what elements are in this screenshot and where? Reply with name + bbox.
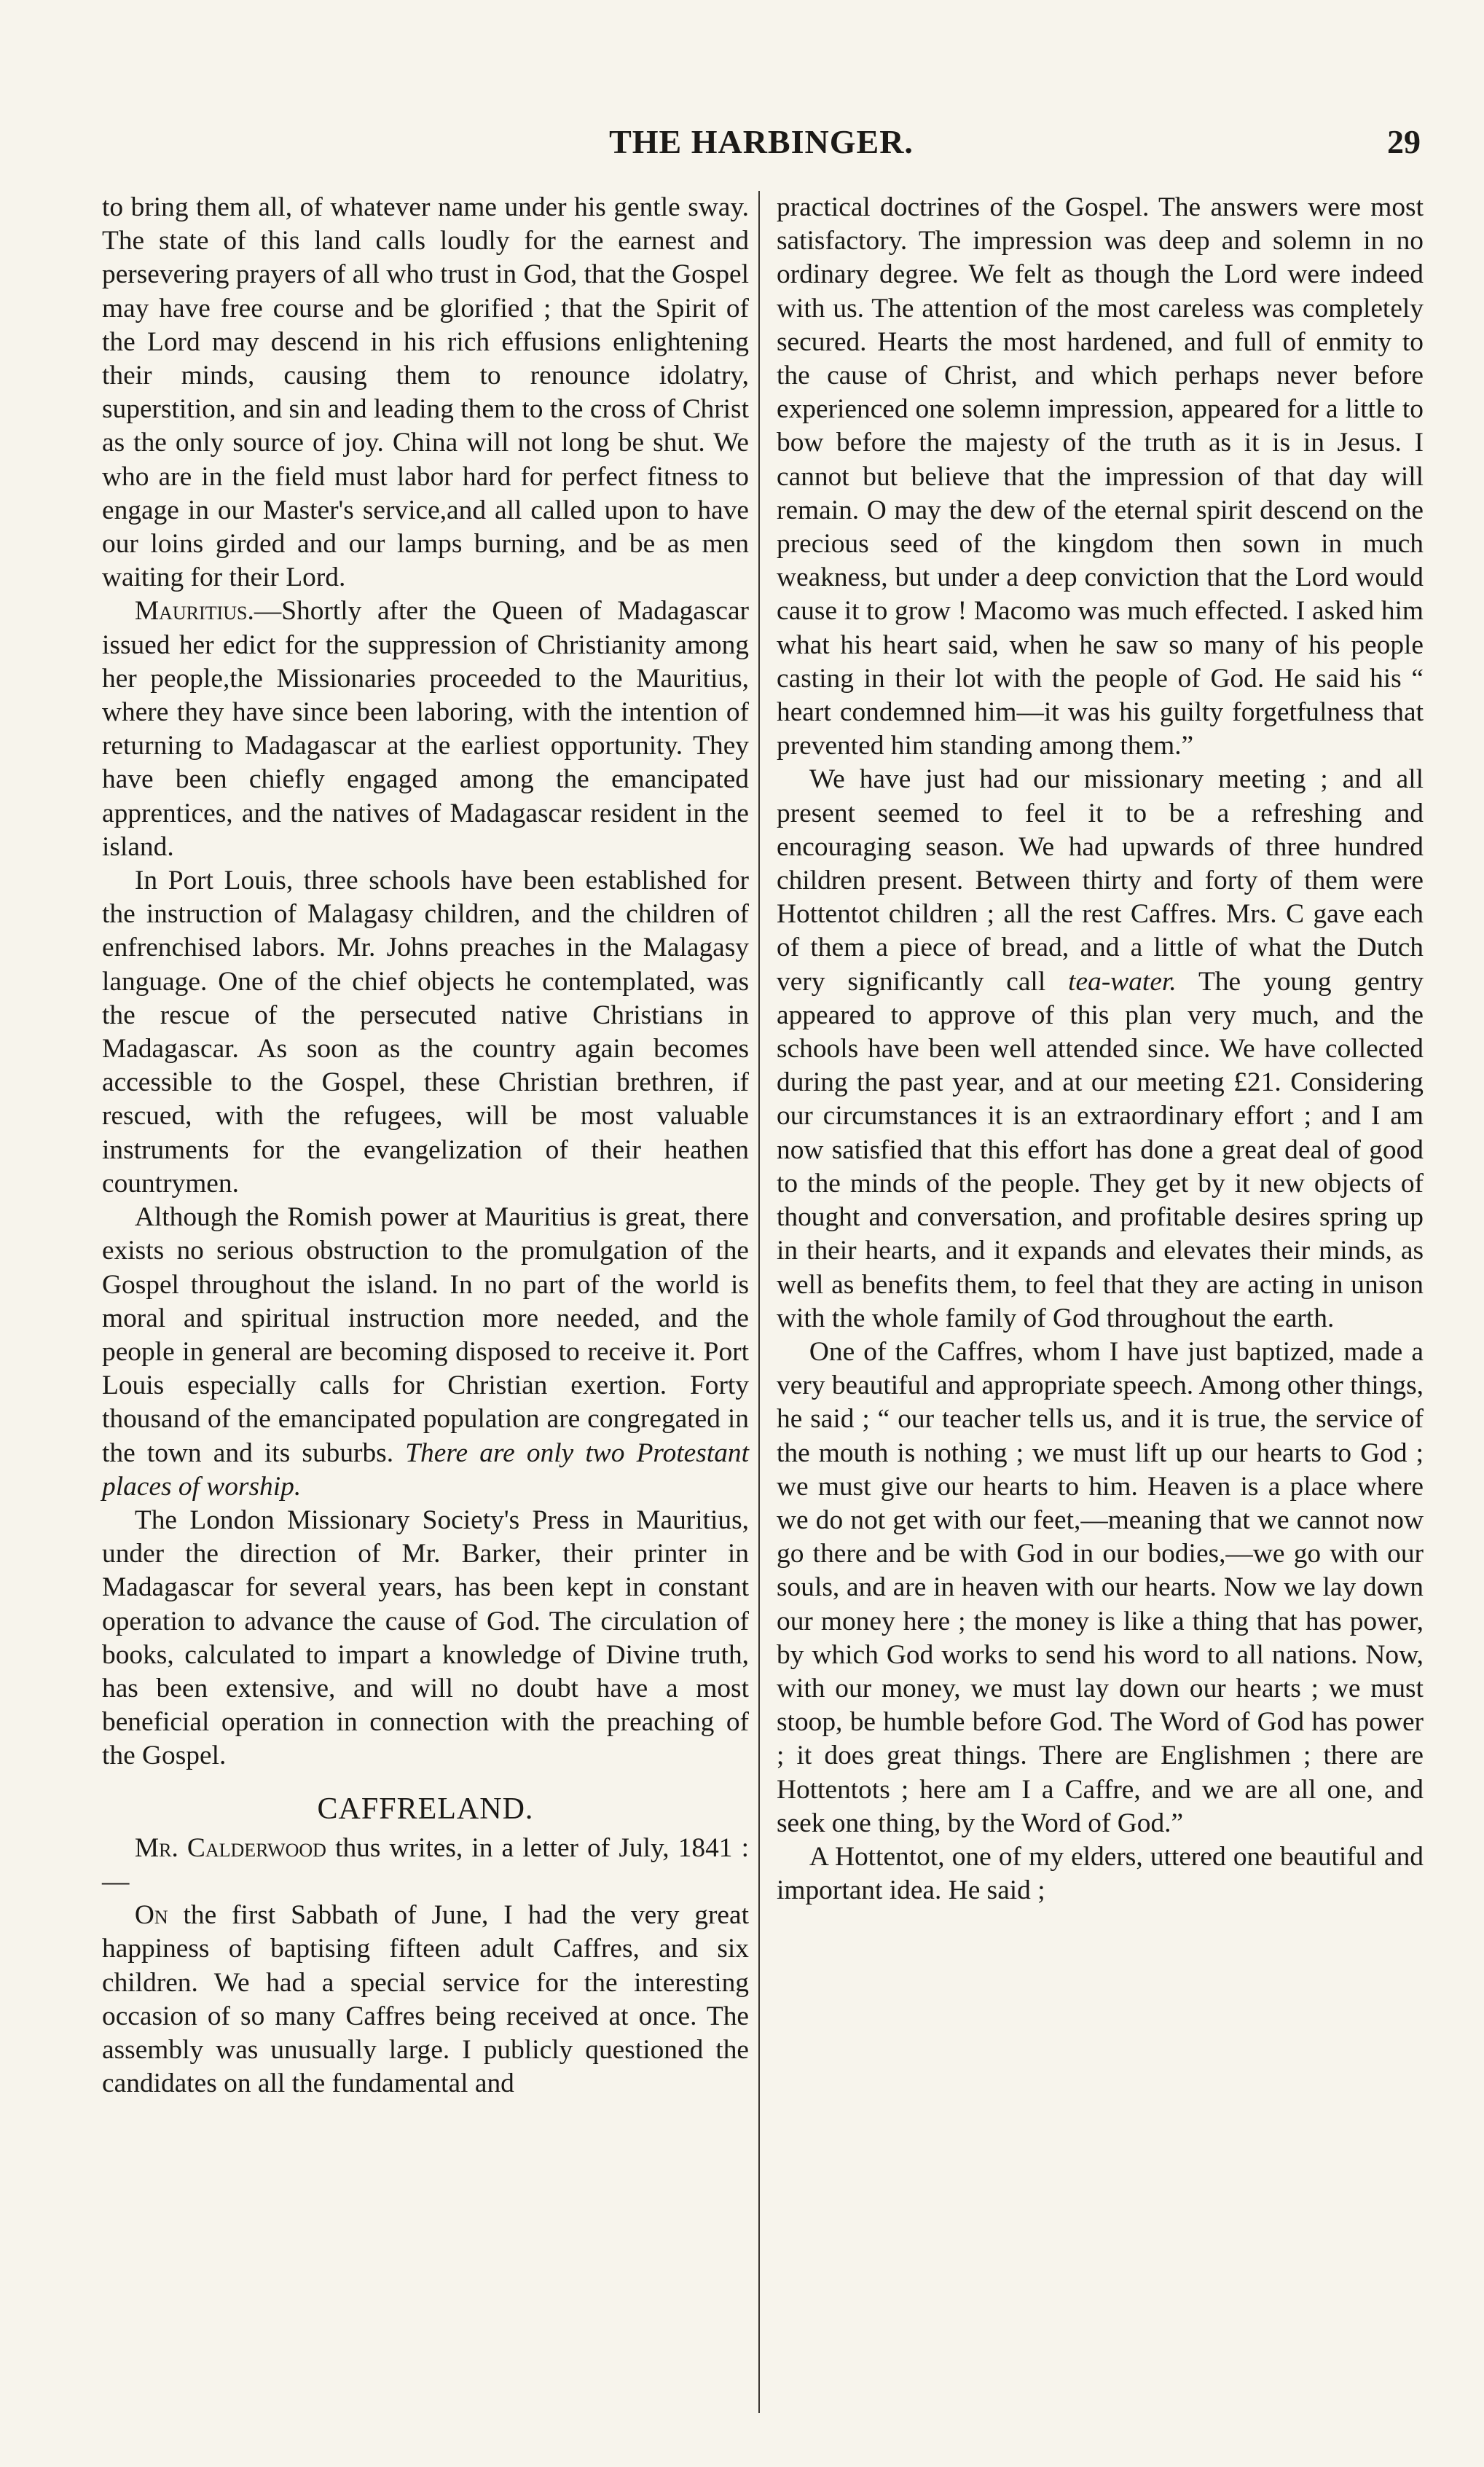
paragraph: A Hottentot, one of my elders, uttered one beautiful and important idea. He said ; [777, 1841, 1424, 1906]
paragraph-romish-power [102, 1201, 749, 1504]
paragraph: practical doctrines of the Gospel. The answers were most satisfactory. The impression was deep and solemn in no ordinary degree. We felt as though the Lord were indeed with us. The attention of the most careless was completely secured. Hearts the most hardened, and full of enmity to the cause of Christ, and which perhaps never before experienced one solemn impression, appeared for a little to bow before the majesty of the truth as it is in Jesus. I cannot but believe that the impression of that day will remain. O may the dew of the eternal spirit descend on the precious seed of the kingdom then sown in much weakness, but under a deep conviction that the Lord would cause it to grow ! Macomo was much effected. I asked him what his heart said, when he saw so many of his people casting in their lot with the people of God. He said his “ heart condemned him—it was his guilty forgetfulness that prevented him standing among them.” [777, 192, 1424, 761]
author-name: Mr. Calderwood [134, 1832, 326, 1863]
paragraph-text: the first Sabbath of June, I had the very great happiness of baptising fifteen adult Caffres, and six children. We had a special service for the interesting occasion of so many Caffres being received at once. The assembly was unusually large. I publicly questioned the candidates on all the fundamental and [102, 1900, 749, 2099]
paragraph: In Port Louis, three schools have been established for the instruction of Malagasy children, and the children of enfrenchised labors. Mr. Johns preaches in the Malagasy language. One of the chief objects he contemplated, was the rescue of the persecuted native Christians in Madagascar. As soon as the country again becomes accessible to the Gospel, these Christian brethren, if rescued, with the refugees, will be most valuable instruments for the evangelization of their heathen countrymen. [102, 866, 749, 1199]
paragraph-text: The young gentry appeared to approve of this plan very much, and the schools have been well attended since. We have collected during the past year, and at our meeting £21. Considering our circumstances it is an extraordinary effort ; and I am now satisfied that this effort has done a great deal of good to the minds of the people. They get by it new objects of thought and conversation, and profitable desires spring up in their hearts, and it expands and elevates their minds, as well as benefits them, to feel that they are acting in unison with the whole family of God throughout the earth. [777, 966, 1424, 1333]
paragraph-mauritius [102, 595, 749, 864]
paragraph: The London Missionary Society's Press in Mauritius, under the direction of Mr. Barker, their printer in Madagascar for several years, has been kept in constant operation to advance the cause of God. The circulation of books, calculated to impart a knowledge of Divine truth, has been extensive, and will no doubt have a most beneficial operation in connection with the preaching of the Gospel. [102, 1505, 749, 1771]
italic-text: tea-water. [1068, 966, 1177, 997]
paragraph-missionary-meeting [777, 763, 1424, 1335]
paragraph: to bring them all, of whatever name under his gentle sway. The state of this land calls loudly for the earnest and persevering prayers of all who trust in God, that the Gospel may have free course and be glorified ; that the Spirit of the Lord may descend in his rich effusions enlightening their minds, causing them to renounce idolatry, superstition, and sin and leading them to the cross of Christ as the only source of joy. China will not long be shut. We who are in the field must labor hard for perfect fitness to engage in our Master's service,and all called upon to have our loins girded and our lamps burning, and be as men waiting for their Lord. [102, 192, 749, 593]
paragraph-text: Although the Romish power at Mauritius is great, there exists no serious obstruction to the promulgation of the Gospel throughout the island. In no part of the world is moral and spiritual instruction more needed, and the people in general are becoming disposed to receive it. Port Louis especially calls for Christian exertion. Forty thousand of the emancipated population are congregated in the town and its suburbs. [102, 1202, 749, 1468]
paragraph-text: We have just had our missionary meeting ; and all present seemed to feel it to be a refreshing and encouraging season. We had upwards of three hundred children present. Between thirty and forty of them were Hottentot children ; all the rest Caffres. Mrs. C gave each of them a piece of bread, and a little of what the Dutch very significantly call [777, 764, 1424, 997]
section-label: Mauritius. [134, 596, 254, 627]
column-divider [758, 191, 760, 2413]
section-heading: CAFFRELAND. [317, 1792, 534, 1826]
paragraph-text: thus writes, in a letter of July, 1841 :— [102, 1832, 749, 1897]
paragraph-text: —Shortly after the Queen of Madagascar issued her edict for the suppression of Christianity among her people,the Missionaries proceeded to the Mauritius, where they have since been laboring, with the intention of returning to Madagascar at the earliest opportunity. They have been chiefly engaged among the emancipated apprentices, and the natives of Madagascar resident in the island. [102, 596, 749, 862]
page-header [102, 122, 1421, 181]
drop-word: On [134, 1900, 168, 1931]
page-number: 29 [1387, 123, 1421, 160]
italic-text: There are only two Protestant places of worship. [102, 1438, 749, 1502]
paragraph-calderwood [102, 1832, 749, 1899]
right-column [777, 191, 1424, 1907]
running-title: THE HARBINGER. [609, 123, 914, 160]
paragraph-letter [102, 1899, 749, 2101]
paragraph: One of the Caffres, whom I have just baptized, made a very beautiful and appropriate speech. Among other things, he said ; “ our teacher tells us, and it is true, the service of the mouth is nothing ; we must lift up our hearts to God ; we must give our hearts to him. Heaven is a place where we do not get with our feet,—meaning that we cannot now go there and be with God in our bodies,—we go with our souls, and are in heaven with our hearts. Now we lay down our money here ; the money is like a thing that has power, by which God works to send his word to all nations. Now, with our money, we must lay down our hearts ; we must stoop, be humble before God. The Word of God has power ; it does great things. There are Englishmen ; there are Hottentots ; here am I a Caffre, and we are all one, and seek one thing, by the Word of God.” [777, 1336, 1424, 1838]
left-column [102, 191, 749, 2101]
